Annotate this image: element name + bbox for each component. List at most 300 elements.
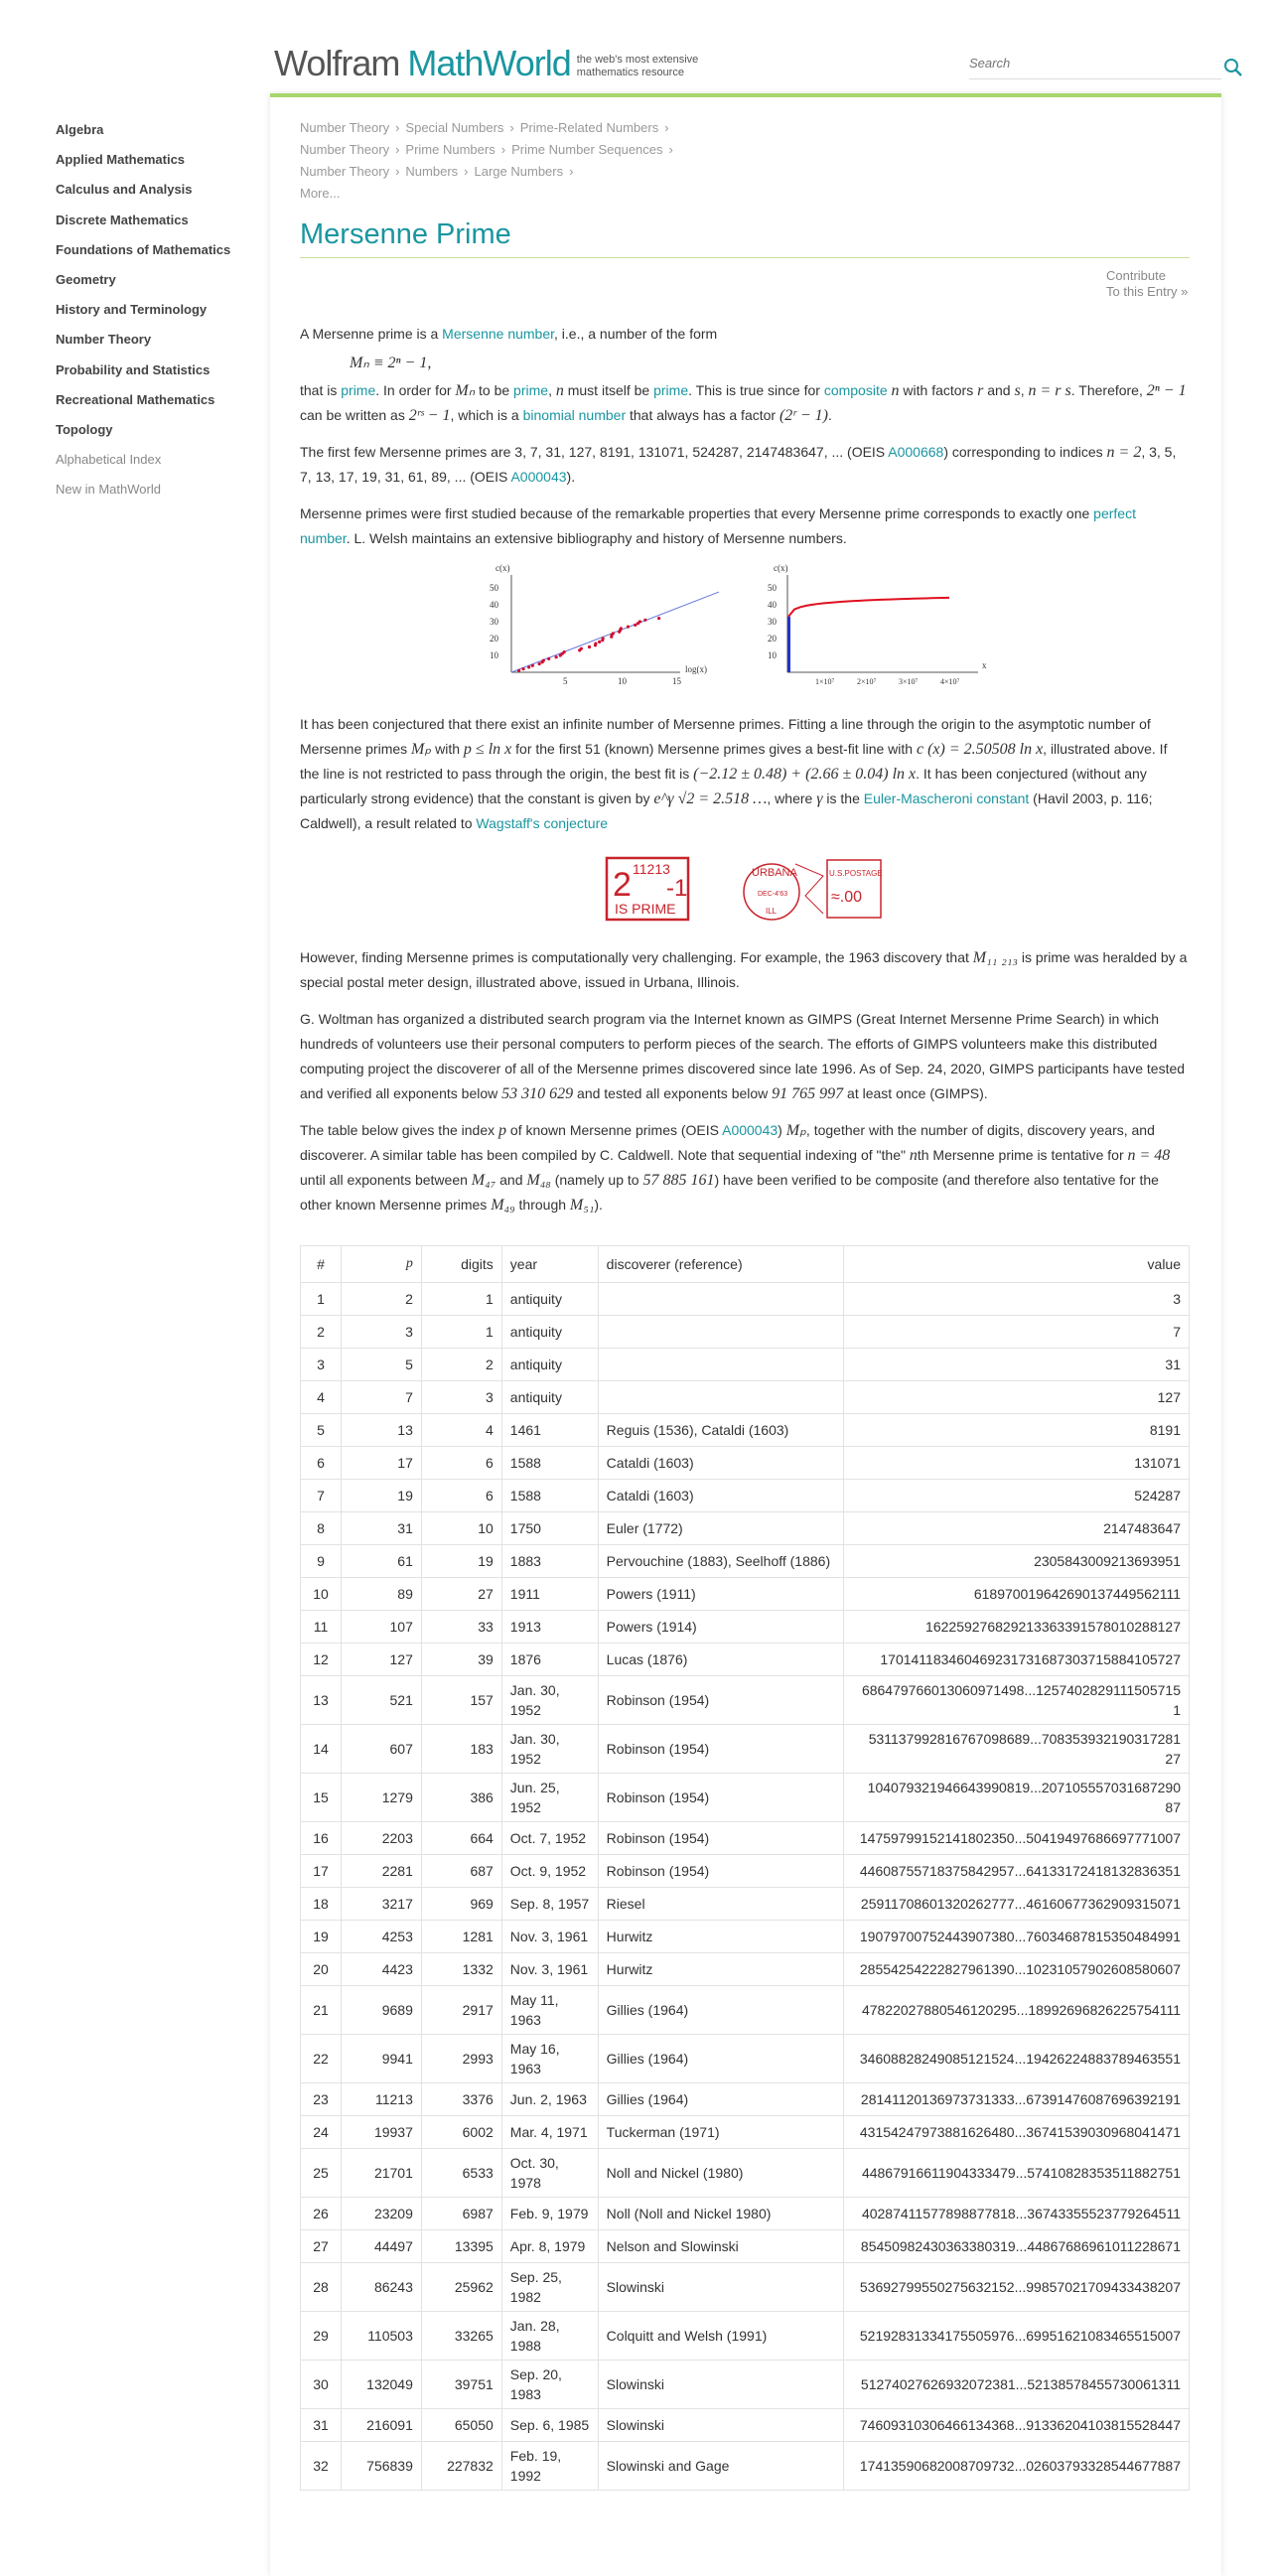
text: . L. Welsh maintains an extensive bibliography and history of Mersenne numbers. <box>346 530 847 546</box>
y-tick-label: 20 <box>768 634 777 644</box>
plot-linear-fit <box>760 561 1008 690</box>
table-row <box>301 1480 1190 1512</box>
math-expression: Mₚ <box>411 741 432 758</box>
cell-index: 20 <box>301 1953 342 1986</box>
link-a000043[interactable]: A000043 <box>510 469 567 485</box>
text: , 3, 5, 7, 13, 17, 19, 31, 61, 89, ... (OEIS <box>300 444 1177 485</box>
table-row <box>301 1283 1190 1316</box>
text: that is <box>300 382 342 398</box>
text: However, finding Mersenne primes is computationally very challenging. For example, the 1963 discovery that <box>300 949 973 965</box>
cell-discoverer: Pervouchine (1883), Seelhoff (1886) <box>598 1545 843 1578</box>
cell-year: Jan. 30, 1952 <box>501 1676 598 1725</box>
cell-value: 8191 <box>844 1414 1190 1447</box>
cell-index: 22 <box>301 2035 342 2083</box>
cell-value: 2305843009213693951 <box>844 1545 1190 1578</box>
cell-exponent: 7 <box>341 1381 421 1414</box>
math-expression: γ <box>816 790 823 807</box>
cell-exponent: 13 <box>341 1414 421 1447</box>
table-row <box>301 2312 1190 2361</box>
cell-index: 13 <box>301 1676 342 1725</box>
cell-discoverer: Cataldi (1603) <box>598 1447 843 1480</box>
text: (Havil 2003, p. 116; Caldwell), a result related to <box>300 790 1153 831</box>
breadcrumbs <box>300 117 1190 183</box>
cell-year: Nov. 3, 1961 <box>501 1953 598 1986</box>
data-point <box>563 650 566 653</box>
breadcrumb-link[interactable]: Prime Number Sequences <box>511 142 663 157</box>
cell-discoverer: Slowinski <box>598 2409 843 2442</box>
breadcrumb-link[interactable]: Prime-Related Numbers <box>519 120 659 135</box>
cell-year: Sep. 8, 1957 <box>501 1888 598 1921</box>
cell-value: 170141183460469231731687303715884105727 <box>844 1644 1190 1676</box>
sidebar-link-alphabetical-index[interactable]: Alphabetical Index <box>56 452 162 468</box>
math-expression: n <box>891 382 900 399</box>
search-input[interactable] <box>969 56 1168 71</box>
sidebar <box>56 119 254 508</box>
cell-digits: 33265 <box>421 2312 501 2361</box>
text: can be written as <box>300 407 409 423</box>
table-row <box>301 1414 1190 1447</box>
cell-value: 162259276829213363391578010288127 <box>844 1611 1190 1644</box>
data-point <box>555 655 558 658</box>
y-tick-label: 40 <box>768 600 777 610</box>
sidebar-item-discrete-mathematics[interactable]: Discrete Mathematics <box>56 212 189 227</box>
text: and <box>983 382 1015 398</box>
breadcrumb-link[interactable]: Number Theory <box>300 120 390 135</box>
math-expression: s <box>1014 382 1021 399</box>
cell-digits: 227832 <box>421 2442 501 2491</box>
stamp-is-prime <box>605 856 690 922</box>
cell-discoverer: Hurwitz <box>598 1921 843 1953</box>
cell-value: 28554254222827961390...10231057902608580607 <box>844 1953 1190 1986</box>
table-row <box>301 1822 1190 1855</box>
data-point <box>602 637 605 640</box>
text: ). <box>566 469 576 485</box>
text: must itself be <box>563 382 654 398</box>
sidebar-item-recreational-mathematics[interactable]: Recreational Mathematics <box>56 391 215 407</box>
link-mersenne-number[interactable]: Mersenne number <box>442 326 555 342</box>
cell-digits: 2 <box>421 1349 501 1381</box>
breadcrumb-link[interactable]: Special Numbers <box>405 120 504 135</box>
tagline-line-2: mathematics resource <box>576 67 684 78</box>
text: ) <box>778 1122 786 1138</box>
text: to be <box>475 382 514 398</box>
data-point <box>620 627 623 630</box>
cell-value: 44608755718375842957...64133172418132836351 <box>844 1855 1190 1888</box>
plots-figure <box>300 561 1190 690</box>
table-row <box>301 1774 1190 1822</box>
math-expression: Mₙ <box>455 382 476 399</box>
link-wagstaff-s-conjecture[interactable]: Wagstaff's conjecture <box>476 815 609 831</box>
cell-exponent: 21701 <box>341 2149 421 2198</box>
table-row <box>301 1316 1190 1349</box>
mathworld-logo[interactable] <box>274 43 699 83</box>
stamp-minus-one: -1 <box>666 875 688 902</box>
column-header-digits: digits <box>421 1246 501 1283</box>
data-point <box>521 667 524 670</box>
sidebar-item-number-theory[interactable]: Number Theory <box>56 332 152 348</box>
cell-value: 51274027626932072381...52138578455730061311 <box>844 2361 1190 2409</box>
text: . <box>827 407 832 423</box>
cell-digits: 2917 <box>421 1986 501 2035</box>
cell-discoverer: Hurwitz <box>598 1953 843 1986</box>
text: and tested all exponents below <box>573 1085 773 1101</box>
cell-digits: 1281 <box>421 1921 501 1953</box>
cell-digits: 4 <box>421 1414 501 1447</box>
data-point <box>638 620 641 623</box>
cell-index: 21 <box>301 1986 342 2035</box>
sidebar-item-foundations-of-mathematics[interactable]: Foundations of Mathematics <box>56 241 231 257</box>
mersenne-primes-table <box>300 1245 1190 2491</box>
text: ) have been verified to be composite (and therefore also tentative for the other known Mersenne primes <box>300 1172 1159 1213</box>
cell-digits: 687 <box>421 1855 501 1888</box>
table-row <box>301 1921 1190 1953</box>
cell-exponent: 4253 <box>341 1921 421 1953</box>
x-tick-label: 5 <box>563 676 568 686</box>
cell-index: 12 <box>301 1644 342 1676</box>
cell-value: 28141120136973731333...67391476087696392191 <box>844 2083 1190 2116</box>
data-point <box>580 647 583 650</box>
data-point <box>547 657 550 660</box>
math-expression: M₄₈ <box>526 1172 551 1189</box>
cell-index: 30 <box>301 2361 342 2409</box>
cell-index: 28 <box>301 2263 342 2312</box>
math-expression: M₁₁ ₂₁₃ <box>972 949 1018 966</box>
link-prime[interactable]: prime <box>513 382 549 398</box>
cell-value: 52192831334175505976...69951621083465515007 <box>844 2312 1190 2361</box>
text: . Therefore, <box>1070 382 1147 398</box>
cell-exponent: 521 <box>341 1676 421 1725</box>
cell-year: Oct. 7, 1952 <box>501 1822 598 1855</box>
sidebar-item-calculus-and-analysis[interactable]: Calculus and Analysis <box>56 182 193 198</box>
cell-index: 32 <box>301 2442 342 2491</box>
cell-value: 85450982430363380319...44867686961011228671 <box>844 2230 1190 2263</box>
sidebar-item-algebra[interactable]: Algebra <box>56 122 104 137</box>
breadcrumb-link[interactable]: Number Theory <box>300 142 390 157</box>
cell-discoverer: Noll and Nickel (1980) <box>598 2149 843 2198</box>
link-euler-mascheroni-constant[interactable]: Euler-Mascheroni constant <box>863 790 1030 806</box>
cell-index: 14 <box>301 1725 342 1774</box>
math-expression: 91 765 997 <box>772 1085 844 1102</box>
cell-exponent: 5 <box>341 1349 421 1381</box>
cell-index: 11 <box>301 1611 342 1644</box>
sidebar-item-topology[interactable]: Topology <box>56 421 113 437</box>
link-prime[interactable]: prime <box>653 382 689 398</box>
cell-digits: 386 <box>421 1774 501 1822</box>
cell-exponent: 2281 <box>341 1855 421 1888</box>
math-expression: 2ʳˢ − 1 <box>408 407 451 424</box>
cell-digits: 6 <box>421 1447 501 1480</box>
table-row <box>301 1578 1190 1611</box>
stamp-exponent: 11213 <box>633 861 670 877</box>
logo-wolfram: Wolfram <box>274 43 400 83</box>
contribute-line-2: To this Entry » <box>1106 284 1189 299</box>
math-expression: (−2.12 ± 0.48) + (2.66 ± 0.04) ln x <box>693 766 917 783</box>
fit-curve <box>788 598 949 617</box>
sidebar-item-geometry[interactable]: Geometry <box>56 271 116 287</box>
text: A Mersenne prime is a <box>300 326 443 342</box>
table-row <box>301 1349 1190 1381</box>
cell-index: 7 <box>301 1480 342 1512</box>
cell-index: 25 <box>301 2149 342 2198</box>
cell-index: 29 <box>301 2312 342 2361</box>
x-tick-label: 2×10⁷ <box>857 677 877 686</box>
text: at least once (GIMPS). <box>843 1085 988 1101</box>
y-tick-label: 30 <box>768 617 777 627</box>
link-prime[interactable]: prime <box>341 382 376 398</box>
cell-value: 74609310306466134368...91336204103815528447 <box>844 2409 1190 2442</box>
table-row <box>301 1512 1190 1545</box>
cell-exponent: 132049 <box>341 2361 421 2409</box>
breadcrumb-separator: › <box>668 142 673 157</box>
math-expression: p <box>498 1122 507 1139</box>
cell-discoverer: Tuckerman (1971) <box>598 2116 843 2149</box>
table-row <box>301 1855 1190 1888</box>
link-composite[interactable]: composite <box>823 382 888 398</box>
cell-discoverer: Cataldi (1603) <box>598 1480 843 1512</box>
cell-digits: 1 <box>421 1316 501 1349</box>
paragraph-postal-meter <box>300 945 1190 995</box>
link-perfect-number[interactable]: perfect number <box>300 505 1136 546</box>
more-link[interactable]: More... <box>300 186 341 201</box>
data-point <box>594 643 597 645</box>
cell-index: 31 <box>301 2409 342 2442</box>
cell-digits: 27 <box>421 1578 501 1611</box>
cell-digits: 3 <box>421 1381 501 1414</box>
text: with factors <box>899 382 978 398</box>
math-expression: e^γ √2 = 2.518 … <box>653 790 768 807</box>
x-tick-label: 10 <box>618 676 627 686</box>
table-row <box>301 1676 1190 1725</box>
stamp-city: URBANA <box>752 867 797 879</box>
cell-value: 53692799550275632152...99857021709433438207 <box>844 2263 1190 2312</box>
cell-discoverer <box>598 1283 843 1316</box>
breadcrumb-link[interactable]: Large Numbers <box>474 164 564 179</box>
postal-meter-stamp <box>736 856 885 922</box>
cell-digits: 33 <box>421 1611 501 1644</box>
cell-index: 16 <box>301 1822 342 1855</box>
data-point <box>527 665 530 668</box>
cell-discoverer: Gillies (1964) <box>598 1986 843 2035</box>
cell-exponent: 4423 <box>341 1953 421 1986</box>
breadcrumb-separator: › <box>500 142 506 157</box>
cell-discoverer: Gillies (1964) <box>598 2083 843 2116</box>
data-point <box>627 626 630 629</box>
cell-digits: 13395 <box>421 2230 501 2263</box>
math-expression: M₄₇ <box>471 1172 496 1189</box>
cell-year: Feb. 19, 1992 <box>501 2442 598 2491</box>
breadcrumb-separator: › <box>509 120 514 135</box>
text: ) corresponding to indices <box>943 444 1107 460</box>
cell-digits: 10 <box>421 1512 501 1545</box>
breadcrumb-separator: › <box>464 164 469 179</box>
cell-digits: 6533 <box>421 2149 501 2198</box>
cell-index: 15 <box>301 1774 342 1822</box>
cell-exponent: 3217 <box>341 1888 421 1921</box>
text: , illustrated above. If the line is not restricted to pass through the origin, the best fit is <box>300 741 1168 782</box>
cell-digits: 39751 <box>421 2361 501 2409</box>
cell-year: 1913 <box>501 1611 598 1644</box>
cell-year: May 11, 1963 <box>501 1986 598 2035</box>
breadcrumb-separator: › <box>569 164 574 179</box>
cell-value: 25911708601320262777...46160677362909315071 <box>844 1888 1190 1921</box>
data-point <box>657 617 660 620</box>
math-expression: M₄₉ <box>491 1197 515 1214</box>
breadcrumb-link[interactable]: Prime Numbers <box>405 142 496 157</box>
text: with <box>431 741 464 757</box>
cell-index: 3 <box>301 1349 342 1381</box>
data-point <box>542 659 545 662</box>
text: through <box>514 1197 570 1213</box>
math-expression: (2ʳ − 1) <box>779 407 828 424</box>
link-a000668[interactable]: A000668 <box>888 444 944 460</box>
cell-exponent: 216091 <box>341 2409 421 2442</box>
cell-exponent: 9689 <box>341 1986 421 2035</box>
cell-value: 34608828249085121524...19426224883789463551 <box>844 2035 1190 2083</box>
cell-discoverer <box>598 1349 843 1381</box>
cell-value: 127 <box>844 1381 1190 1414</box>
y-tick-label: 50 <box>490 583 498 593</box>
cell-year: Oct. 9, 1952 <box>501 1855 598 1888</box>
cell-index: 2 <box>301 1316 342 1349</box>
cell-exponent: 61 <box>341 1545 421 1578</box>
cell-year: Nov. 3, 1961 <box>501 1921 598 1953</box>
contribute-link[interactable] <box>1106 268 1190 300</box>
breadcrumb-trail <box>300 117 1190 139</box>
cell-discoverer: Euler (1772) <box>598 1512 843 1545</box>
x-tick-label: 15 <box>672 676 681 686</box>
data-point <box>643 619 646 622</box>
cell-exponent: 23209 <box>341 2198 421 2230</box>
x-tick-label: 4×10⁷ <box>940 677 960 686</box>
cell-digits: 6 <box>421 1480 501 1512</box>
cell-year: 1588 <box>501 1447 598 1480</box>
cell-exponent: 9941 <box>341 2035 421 2083</box>
equation-mersenne: Mₙ ≡ 2ⁿ − 1, <box>350 355 432 371</box>
stamp-postage: U.S.POSTAGE <box>829 869 883 878</box>
data-point-cluster <box>787 617 790 672</box>
cell-digits: 1 <box>421 1283 501 1316</box>
cell-exponent: 607 <box>341 1725 421 1774</box>
cell-year: Jun. 25, 1952 <box>501 1774 598 1822</box>
text: (namely up to <box>550 1172 643 1188</box>
cell-exponent: 89 <box>341 1578 421 1611</box>
cell-digits: 39 <box>421 1644 501 1676</box>
breadcrumb-trail <box>300 139 1190 161</box>
link-a000043[interactable]: A000043 <box>722 1122 779 1138</box>
table-row <box>301 1953 1190 1986</box>
x-tick-label: 1×10⁷ <box>815 677 835 686</box>
cell-discoverer: Powers (1911) <box>598 1578 843 1611</box>
data-point <box>634 624 637 627</box>
cell-exponent: 107 <box>341 1611 421 1644</box>
cell-year: antiquity <box>501 1349 598 1381</box>
breadcrumb-link[interactable]: Number Theory <box>300 164 390 179</box>
cell-digits: 6002 <box>421 2116 501 2149</box>
cell-digits: 664 <box>421 1822 501 1855</box>
text: , which is a <box>450 407 523 423</box>
y-axis-label: c(x) <box>774 563 788 573</box>
data-point <box>517 669 520 672</box>
cell-year: antiquity <box>501 1381 598 1414</box>
stamp-state: ILL <box>766 907 778 916</box>
cell-year: 1883 <box>501 1545 598 1578</box>
cell-discoverer: Robinson (1954) <box>598 1676 843 1725</box>
text: The table below gives the index <box>300 1122 499 1138</box>
stamp-amount: ≈.00 <box>831 889 863 906</box>
cell-exponent: 19937 <box>341 2116 421 2149</box>
text: It has been conjectured that there exist an infinite number of Mersenne primes. Fitting a line through the origin to the asymptotic number of Mersenne primes <box>300 716 1151 757</box>
cell-discoverer: Lucas (1876) <box>598 1644 843 1676</box>
table-row <box>301 1381 1190 1414</box>
math-expression: 2ⁿ − 1 <box>1146 382 1187 399</box>
column-header-p: p <box>341 1246 421 1283</box>
table-row <box>301 1725 1190 1774</box>
sidebar-item-applied-mathematics[interactable]: Applied Mathematics <box>56 152 186 168</box>
sidebar-item-history-and-terminology[interactable]: History and Terminology <box>56 302 208 318</box>
cell-year: Oct. 30, 1978 <box>501 2149 598 2198</box>
text: that always has a factor <box>626 407 779 423</box>
search-icon[interactable] <box>1223 58 1243 77</box>
cell-value: 14759799152141802350...50419497686697771007 <box>844 1822 1190 1855</box>
cell-exponent: 44497 <box>341 2230 421 2263</box>
breadcrumb-separator: › <box>395 164 400 179</box>
stamp-caption: IS PRIME <box>615 901 676 917</box>
cell-digits: 19 <box>421 1545 501 1578</box>
y-tick-label: 10 <box>768 650 777 660</box>
breadcrumb-link[interactable]: Numbers <box>405 164 459 179</box>
column-header-year: year <box>501 1246 598 1283</box>
text: ). <box>594 1197 603 1213</box>
text: . This is true since for <box>688 382 824 398</box>
paragraph-first-primes <box>300 440 1190 490</box>
data-point <box>538 662 541 665</box>
cell-year: 1588 <box>501 1480 598 1512</box>
cell-year: Jan. 28, 1988 <box>501 2312 598 2361</box>
math-expression: p ≤ ln x <box>463 741 512 758</box>
cell-digits: 25962 <box>421 2263 501 2312</box>
cell-year: Sep. 25, 1982 <box>501 2263 598 2312</box>
cell-value: 7 <box>844 1316 1190 1349</box>
paragraph-table-intro <box>300 1118 1190 1217</box>
math-expression: n <box>909 1147 918 1164</box>
cell-year: antiquity <box>501 1283 598 1316</box>
math-expression: 53 310 629 <box>501 1085 574 1102</box>
cell-discoverer: Robinson (1954) <box>598 1822 843 1855</box>
text: , together with the number of digits, discovery years, and discoverer. A similar table has been compiled by C. Caldwell. Note that sequential indexing of "the" <box>300 1122 1155 1163</box>
text: G. Woltman has organized a distributed search program via the Internet known as GIMPS (Great Internet Mersenne Prime Search) in which hundreds of volunteers use their personal computers to perform pieces of the search. The efforts of GIMPS volunteers make this distributed computing project the discoverer of all of the Mersenne primes discovered since late 1996. As of Sep. 24, 2020, GIMPS participants have tested and verified all exponents below <box>300 1011 1186 1101</box>
breadcrumb-separator: › <box>395 142 400 157</box>
cell-year: Apr. 8, 1979 <box>501 2230 598 2263</box>
table-row <box>301 2198 1190 2230</box>
x-axis-label: x <box>982 660 987 670</box>
table-row <box>301 2442 1190 2491</box>
math-expression: Mₚ <box>785 1122 806 1139</box>
y-tick-label: 20 <box>490 634 498 644</box>
paragraph-prime-condition <box>300 378 1190 428</box>
sidebar-item-probability-and-statistics[interactable]: Probability and Statistics <box>56 361 211 377</box>
cell-value: 44867916611904333479...57410828353511882751 <box>844 2149 1190 2198</box>
sidebar-link-new-in-mathworld[interactable]: New in MathWorld <box>56 482 161 498</box>
table-row <box>301 1986 1190 2035</box>
link-binomial-number[interactable]: binomial number <box>522 407 627 423</box>
text: The first few Mersenne primes are 3, 7, 31, 127, 8191, 131071, 524287, 2147483647, ... (OEIS <box>300 444 889 460</box>
search-box <box>969 56 1221 79</box>
cell-value: 131071 <box>844 1447 1190 1480</box>
paragraph-intro <box>300 322 1190 347</box>
cell-value: 686479766013060971498...1257402829111505715 1 <box>844 1676 1190 1725</box>
cell-index: 23 <box>301 2083 342 2116</box>
cell-discoverer: Robinson (1954) <box>598 1774 843 1822</box>
